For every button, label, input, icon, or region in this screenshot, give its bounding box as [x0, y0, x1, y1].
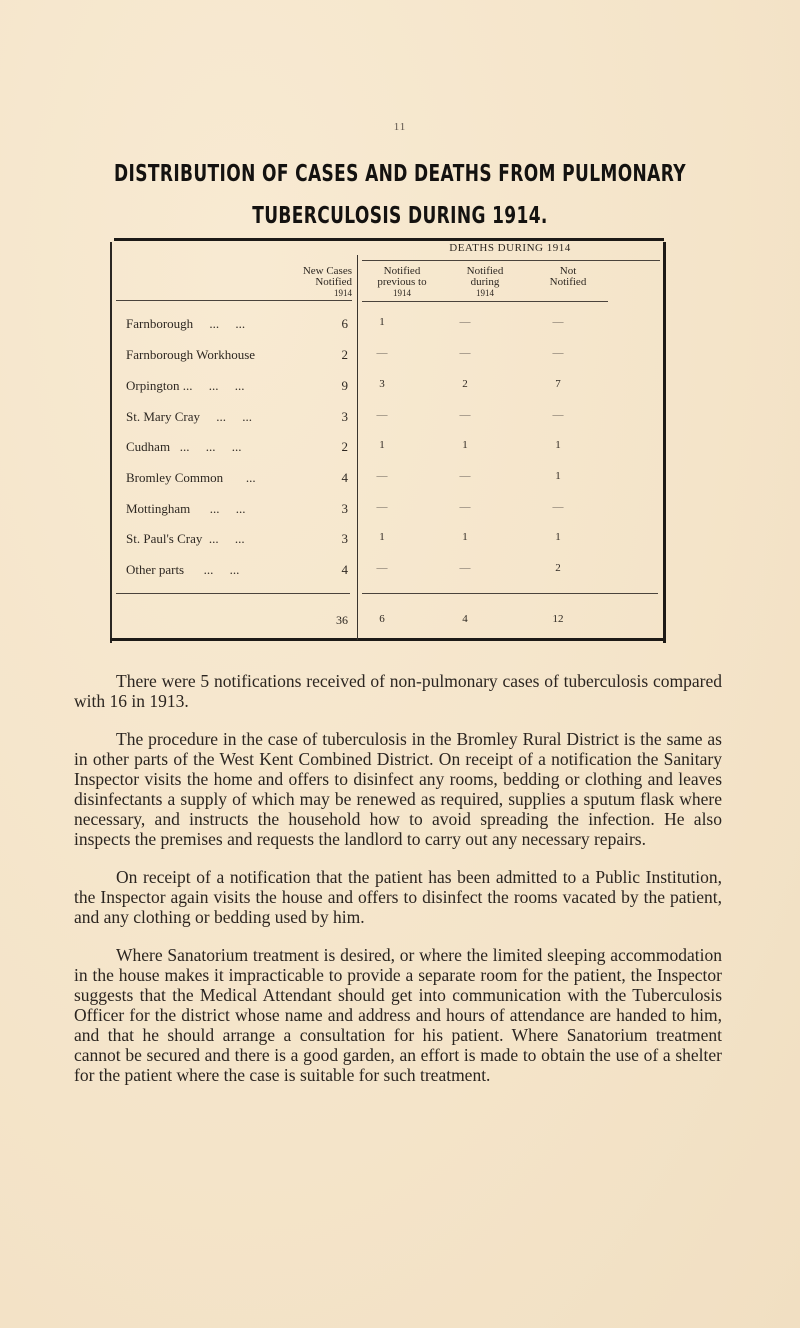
- not-notified-value: —: [552, 501, 564, 513]
- notified-during-value: —: [459, 470, 471, 482]
- district-name: Orpington ... ... ...: [126, 378, 245, 393]
- notified-previous-value: —: [376, 562, 388, 574]
- notified-previous-value: —: [376, 470, 388, 482]
- not-notified-value: —: [552, 316, 564, 328]
- header-bottom-rule-left: [116, 300, 352, 301]
- tuberculosis-table: [110, 238, 666, 643]
- page-number: 11: [393, 121, 407, 133]
- title-line-2: TUBERCULOSIS DURING 1914.: [252, 203, 548, 229]
- not-notified-value: —: [552, 347, 564, 359]
- table-bottom-rule: [110, 638, 665, 641]
- not-notified-value: 1: [555, 439, 561, 451]
- header-not-notified: [528, 266, 608, 288]
- header-bottom-rule-right: [362, 301, 608, 302]
- deaths-header-rule: [362, 260, 660, 261]
- notified-during-value: —: [459, 409, 471, 421]
- body-text: [74, 671, 722, 1103]
- title-line-1: DISTRIBUTION OF CASES AND DEATHS FROM PULMONARY: [114, 161, 686, 187]
- totals-rule-left: [116, 593, 350, 594]
- notified-during-value: 2: [462, 378, 468, 390]
- notified-during-value: 1: [462, 531, 468, 543]
- table-top-rule: [114, 238, 664, 241]
- paragraph-sanatorium: Where Sanatorium treatment is desired, or where the limited sleeping accommodation in the house makes it impracticable to provide a separate room for the patient, the Inspector suggests that the Medical Attendant should get into communication with the Tuberculosis Officer for the district whose name and address and hours of attendance are handed to him, and that he should arrange a consultation for his patient. Where Sanatorium treatment cannot be secured and there is a good garden, an effort is made to obtain the use of a shelter for the patient where the case is suitable for such treatment.: [74, 945, 722, 1085]
- new-cases-value: 4: [341, 562, 348, 577]
- page-title: [104, 153, 696, 237]
- new-cases-value: 3: [341, 501, 348, 516]
- notified-previous-value: 1: [379, 531, 385, 543]
- table-row: [110, 347, 666, 367]
- table-row: [110, 470, 666, 490]
- notified-previous-value: —: [376, 409, 388, 421]
- header-line: 1914: [393, 288, 411, 298]
- district-name: Bromley Common ...: [126, 470, 256, 485]
- total-not-notified: 12: [552, 613, 564, 625]
- table-row: [110, 562, 666, 582]
- notified-previous-value: 1: [379, 439, 385, 451]
- notified-previous-value: —: [376, 347, 388, 359]
- total-notified-previous: 6: [379, 613, 385, 625]
- header-line: New Cases: [302, 265, 352, 277]
- header-line: Not: [559, 265, 577, 277]
- district-name: Mottingham ... ...: [126, 501, 246, 516]
- new-cases-value: 2: [341, 347, 348, 362]
- table-row: [110, 531, 666, 551]
- district-name: Cudham ... ... ...: [126, 439, 242, 454]
- header-line: 1914: [476, 288, 494, 298]
- header-line: previous to: [377, 276, 427, 288]
- header-line: Notified: [383, 265, 421, 277]
- new-cases-value: 3: [341, 531, 348, 546]
- header-line: Notified: [549, 276, 587, 288]
- header-line: Notified: [315, 276, 352, 288]
- new-cases-value: 6: [341, 316, 348, 331]
- table-row: [110, 316, 666, 336]
- new-cases-value: 2: [341, 439, 348, 454]
- not-notified-value: 1: [555, 470, 561, 482]
- notified-previous-value: 3: [379, 378, 385, 390]
- paragraph-public-institution: On receipt of a notification that the patient has been admitted to a Public Institution, the Inspector again visits the house and offers to disinfect the rooms vacated by the patient, and any clothing or bedding used by him.: [74, 867, 722, 927]
- header-notified-previous: [362, 266, 442, 299]
- header-line: Notified: [466, 265, 504, 277]
- district-name: Farnborough Workhouse: [126, 347, 256, 362]
- district-name: St. Mary Cray ... ...: [126, 409, 253, 424]
- notified-during-value: —: [459, 562, 471, 574]
- not-notified-value: 1: [555, 531, 561, 543]
- table-row: [110, 439, 666, 459]
- not-notified-value: 2: [555, 562, 561, 574]
- notified-during-value: —: [459, 501, 471, 513]
- district-name: St. Paul's Cray ... ...: [126, 531, 245, 546]
- table-row: [110, 501, 666, 521]
- new-cases-value: 9: [341, 378, 348, 393]
- header-line: 1914: [334, 288, 352, 298]
- header-new-cases: [260, 266, 352, 299]
- total-new-cases: 36: [336, 613, 348, 627]
- notified-during-value: 1: [462, 439, 468, 451]
- totals-rule-right: [362, 593, 658, 594]
- not-notified-value: 7: [555, 378, 561, 390]
- total-notified-during: 4: [462, 613, 468, 625]
- deaths-group-header: DEATHS DURING 1914: [449, 242, 571, 254]
- paragraph-procedure: The procedure in the case of tuberculosis in the Bromley Rural District is the same as in other parts of the West Kent Combined District. On receipt of a notification the Sanitary Inspector visits the home and offers to disinfect any rooms, bedding or clothing and leaves disinfectants a supply of which may be renewed as required, supplies a sputum flask where necessary, and instructs the household how to avoid spreading the infection. He also inspects the premises and requests the landlord to carry out any necessary repairs.: [74, 729, 722, 849]
- header-line: during: [470, 276, 500, 288]
- paragraph-non-pulmonary: There were 5 notifications received of non-pulmonary cases of tuberculosis compared with 16 in 1913.: [74, 671, 722, 711]
- header-notified-during: [445, 266, 525, 299]
- table-row: [110, 378, 666, 398]
- table-row: [110, 409, 666, 429]
- district-name: Other parts ... ...: [126, 562, 240, 577]
- new-cases-value: 3: [341, 409, 348, 424]
- notified-previous-value: —: [376, 501, 388, 513]
- notified-during-value: —: [459, 347, 471, 359]
- new-cases-value: 4: [341, 470, 348, 485]
- notified-previous-value: 1: [379, 316, 385, 328]
- district-name: Farnborough ... ...: [126, 316, 246, 331]
- notified-during-value: —: [459, 316, 471, 328]
- not-notified-value: —: [552, 409, 564, 421]
